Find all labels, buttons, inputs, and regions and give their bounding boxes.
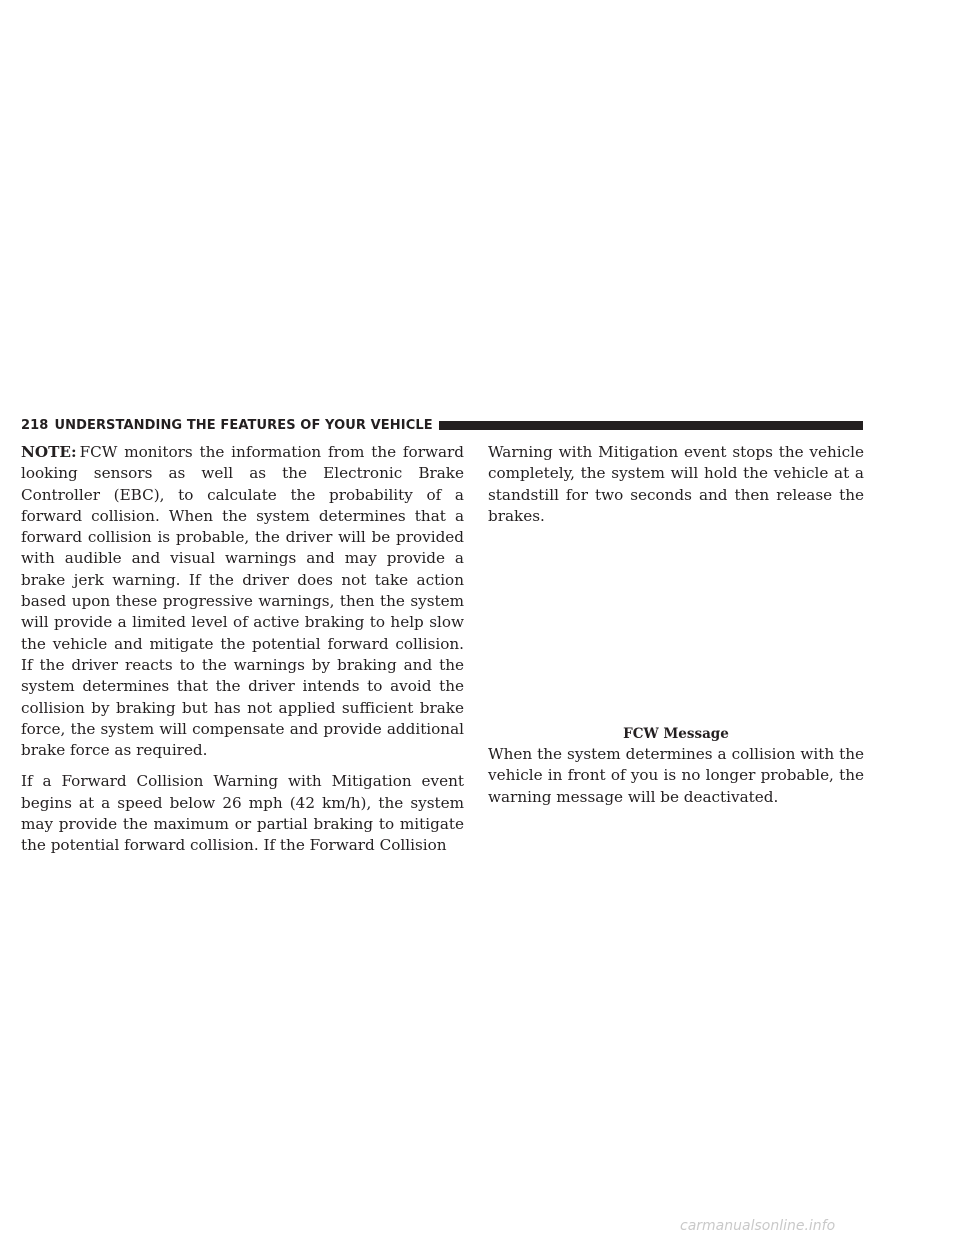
- figure-caption: FCW Message: [623, 726, 729, 742]
- right-column-lower: [488, 744, 864, 808]
- deactivation-paragraph: When the system determines a collision with the vehicle in front of you is no longer probable, the warning message will be deactivated.: [488, 745, 864, 806]
- standstill-paragraph: Warning with Mitigation event stops the vehicle completely, the system will hold the vehicle at a standstill for two seconds and then release the brakes.: [488, 443, 864, 525]
- page-number: 218: [21, 417, 49, 433]
- section-title: UNDERSTANDING THE FEATURES OF YOUR VEHICLE: [54, 417, 433, 433]
- mitigation-paragraph: If a Forward Collision Warning with Mitigation event begins at a speed below 26 mph (42 km/h), the system may provide the maximum or partial braking to mitigate the potential forward collision. If the Forward Collision: [21, 772, 464, 855]
- fcw-message-figure: [488, 508, 864, 708]
- note-paragraph: [21, 442, 464, 761]
- note-text: FCW monitors the information from the forward looking sensors as well as the Electronic Brake Controller (EBC), to calculate the probability of a forward collision. When the system determines that a forward collision is probable, the driver will be provided with audible and visual warnings and may provide a brake jerk warning. If the driver does not take action based upon these progressive warnings, then the system will provide a limited level of active braking to help slow the vehicle and mitigate the potential forward collision. If the driver reacts to the warnings by braking and the system determines that the driver intends to avoid the collision by braking but has not applied sufficient brake force, the system will compensate and provide additional brake force as required.: [21, 443, 464, 760]
- left-column: [21, 442, 464, 857]
- header-text: [21, 418, 433, 433]
- note-label: NOTE:: [21, 443, 77, 461]
- watermark: carmanualsonline.info: [680, 1218, 836, 1234]
- header-rule: [439, 421, 863, 430]
- page-header: [21, 416, 863, 434]
